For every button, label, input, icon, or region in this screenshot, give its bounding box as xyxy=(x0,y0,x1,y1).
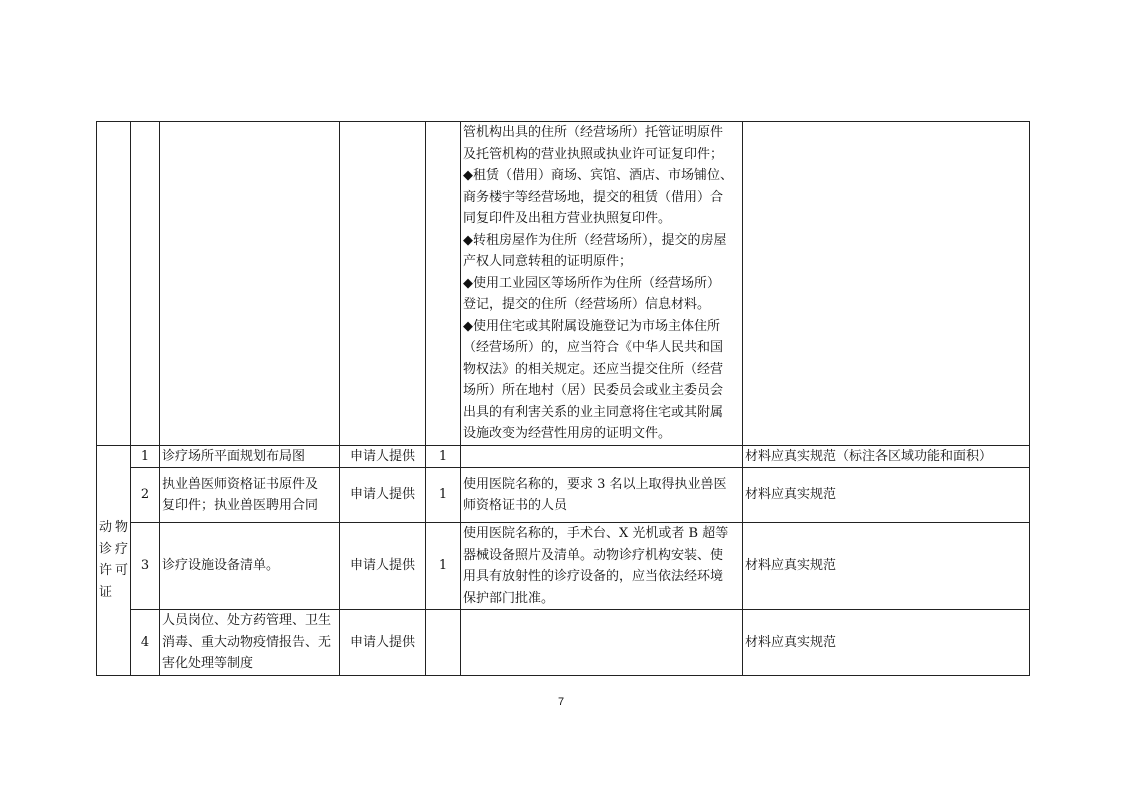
category-cell-empty xyxy=(97,122,131,446)
standard-cell: 材料应真实规范 xyxy=(743,468,1030,523)
requirement-line: 出具的有利害关系的业主同意将住宅或其附属 xyxy=(463,404,724,420)
category-line: 动物 xyxy=(99,520,128,535)
material-cell xyxy=(160,468,340,523)
number-cell: 2 xyxy=(131,468,160,523)
category-cell xyxy=(97,445,131,675)
requirement-line: 师资格证书的人员 xyxy=(463,498,568,513)
requirement-line: （经营场所）的，应当符合《中华人民共和国 xyxy=(463,340,724,355)
provider-cell: 申请人提供 xyxy=(340,468,426,523)
continued-row xyxy=(97,122,1030,446)
requirement-line: 管机构出具的住所（经营场所）托管证明原件 xyxy=(463,125,724,140)
requirement-line: 登记，提交的住所（经营场所）信息材料。 xyxy=(463,297,711,312)
standard-cell-empty xyxy=(743,122,1030,446)
requirement-cell xyxy=(461,122,743,446)
requirement-line: ◆转租房屋作为住所（经营场所），提交的房屋 xyxy=(463,232,727,248)
category-line: 诊疗 xyxy=(99,541,128,557)
number-cell-empty xyxy=(131,122,160,446)
requirement-cell-empty xyxy=(461,610,743,676)
material-cell xyxy=(160,523,340,610)
table-row xyxy=(97,445,1030,468)
table-row xyxy=(97,523,1030,610)
standard-cell: 材料应真实规范 xyxy=(743,523,1030,610)
requirement-line: 场所）所在地村（居）民委员会或业主委员会 xyxy=(463,383,724,398)
requirement-line: 使用医院名称的，手术台、X 光机或者 B 超等 xyxy=(463,526,729,541)
provider-cell: 申请人提供 xyxy=(340,445,426,468)
provider-cell-empty xyxy=(340,122,426,446)
standard-cell: 材料应真实规范 xyxy=(743,610,1030,676)
requirement-line: ◆使用住宅或其附属设施登记为市场主体住所 xyxy=(463,318,720,334)
material-cell xyxy=(160,445,340,468)
number-cell: 1 xyxy=(131,445,160,468)
requirement-line: 使用医院名称的，要求 3 名以上取得执业兽医 xyxy=(463,476,727,492)
copies-cell xyxy=(426,610,461,676)
material-line: 消毒、重大动物疫情报告、无 xyxy=(162,634,332,650)
requirement-line: 及托管机构的营业执照或执业许可证复印件； xyxy=(463,146,724,162)
requirement-line: 商务楼宇等经营场地，提交的租赁（借用）合 xyxy=(463,189,724,205)
requirement-line: 设施改变为经营性用房的证明文件。 xyxy=(463,426,672,441)
page-number: 7 xyxy=(557,696,565,708)
material-line: 诊疗场所平面规划布局图 xyxy=(162,448,306,464)
category-line: 证 xyxy=(99,584,113,600)
material-line: 诊疗设施设备清单。 xyxy=(162,558,280,574)
material-line: 害化处理等制度 xyxy=(162,656,254,671)
requirement-cell xyxy=(461,523,743,610)
material-line: 执业兽医师资格证书原件及 xyxy=(162,476,319,492)
copies-cell: 1 xyxy=(426,468,461,523)
requirement-line: 同复印件及出租方营业执照复印件。 xyxy=(463,211,672,226)
requirement-line: 物权法》的相关规定。还应当提交住所（经营 xyxy=(463,361,724,377)
requirement-line: 用具有放射性的诊疗设备的，应当依法经环境 xyxy=(463,569,724,584)
category-line: 许可 xyxy=(99,563,128,578)
number-cell: 3 xyxy=(131,523,160,610)
material-line: 人员岗位、处方药管理、卫生 xyxy=(162,613,332,628)
requirement-line: 保护部门批准。 xyxy=(463,590,555,606)
standard-cell: 材料应真实规范（标注各区域功能和面积） xyxy=(743,445,1030,468)
requirement-line: ◆使用工业园区等场所作为住所（经营场所） xyxy=(463,275,720,291)
copies-cell-empty xyxy=(426,122,461,446)
copies-cell: 1 xyxy=(426,445,461,468)
requirement-cell xyxy=(461,468,743,523)
requirement-cell-empty xyxy=(461,445,743,468)
number-cell: 4 xyxy=(131,610,160,676)
requirements-table xyxy=(96,121,1030,676)
material-cell xyxy=(160,610,340,676)
material-line: 复印件；执业兽医聘用合同 xyxy=(162,498,319,513)
provider-cell: 申请人提供 xyxy=(340,610,426,676)
material-cell-empty xyxy=(160,122,340,446)
table-row xyxy=(97,468,1030,523)
table-row xyxy=(97,610,1030,676)
requirement-line: 器械设备照片及清单。动物诊疗机构安装、使 xyxy=(463,547,724,563)
provider-cell: 申请人提供 xyxy=(340,523,426,610)
requirement-line: ◆租赁（借用）商场、宾馆、酒店、市场铺位、 xyxy=(463,168,733,183)
copies-cell: 1 xyxy=(426,523,461,610)
requirement-line: 产权人同意转租的证明原件； xyxy=(463,254,633,269)
